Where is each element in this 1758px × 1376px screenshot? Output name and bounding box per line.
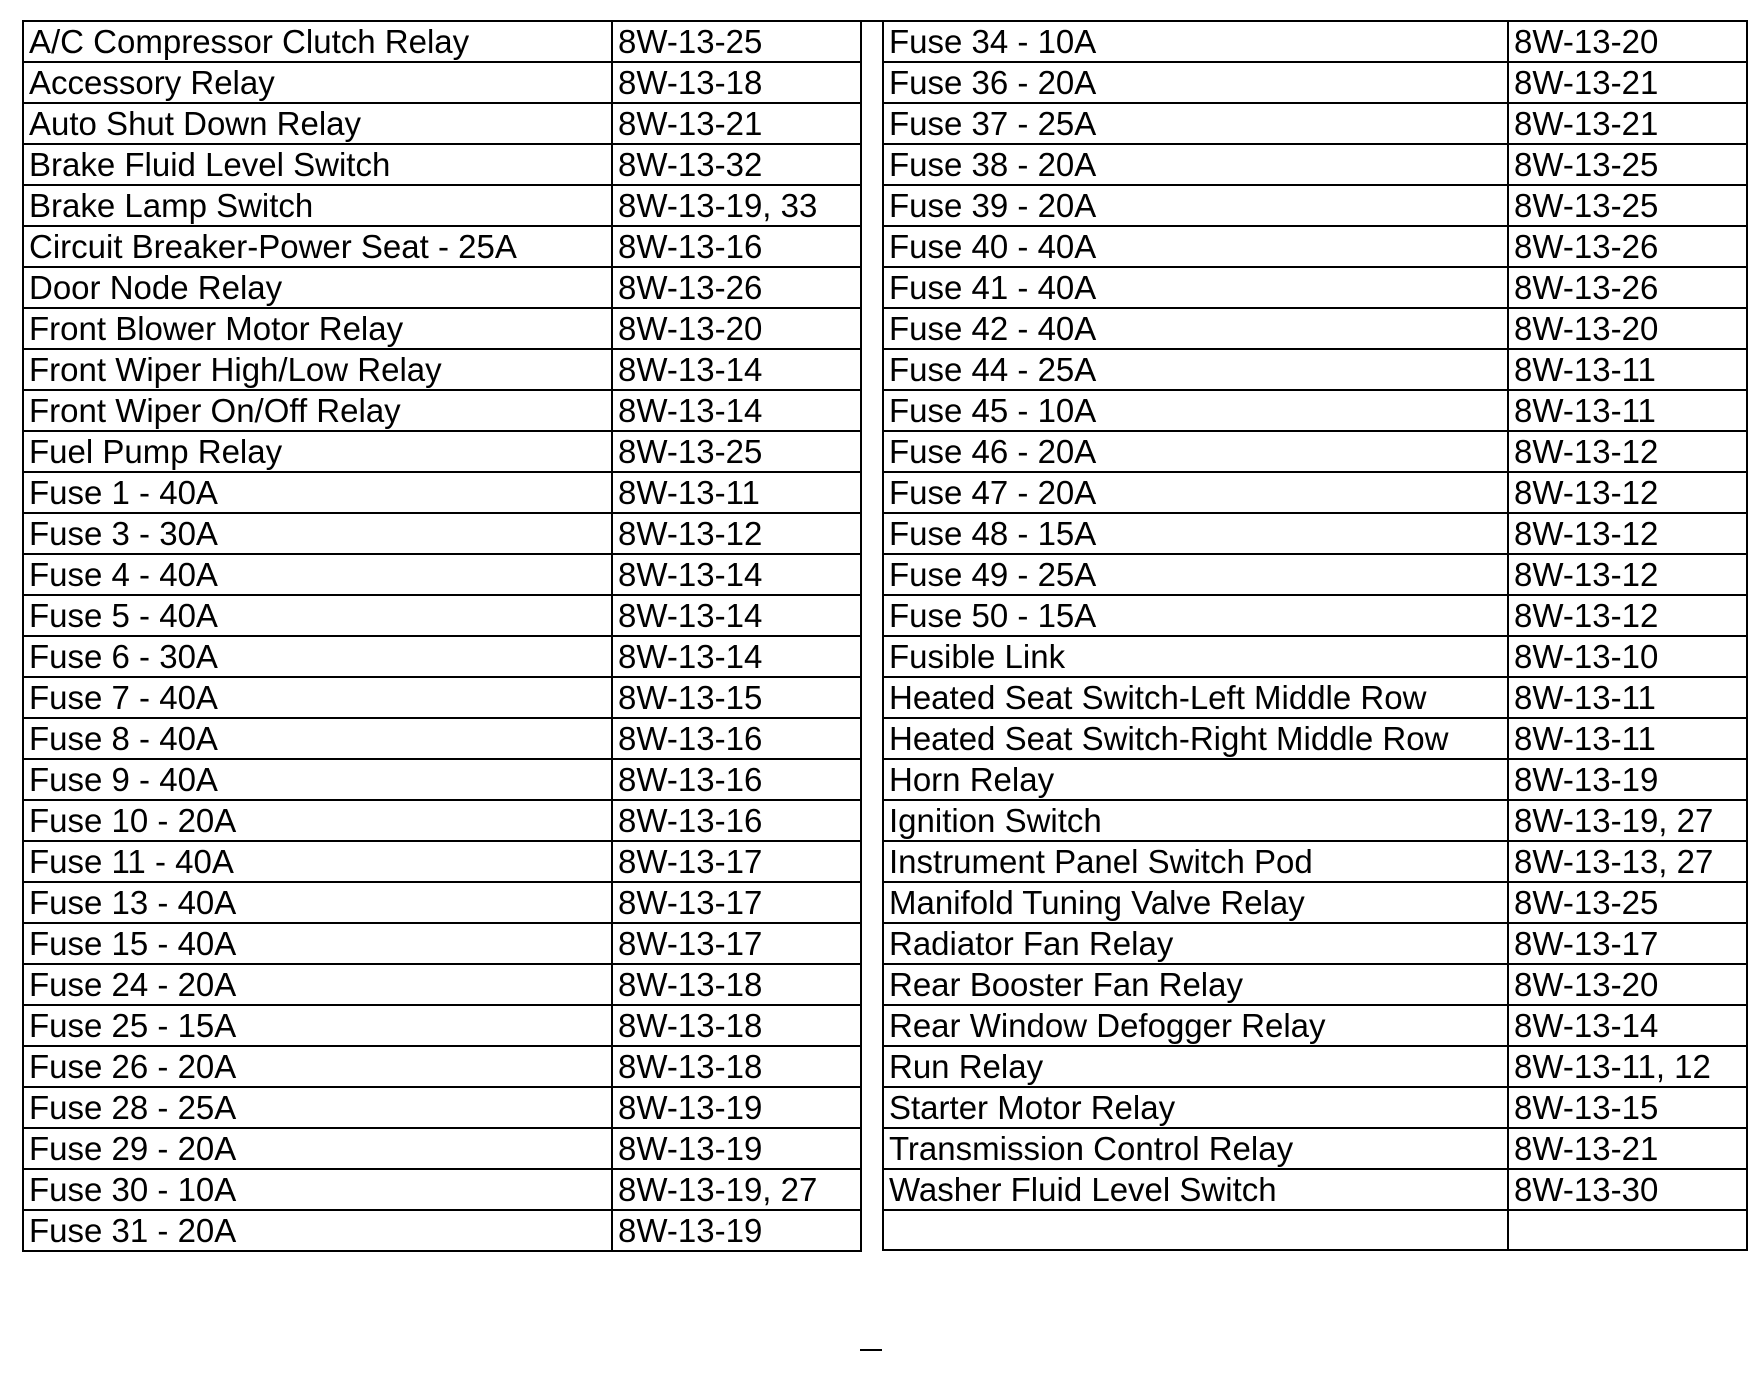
diagram-reference-cell: 8W-13-13, 27 <box>1508 841 1747 882</box>
diagram-reference-cell: 8W-13-19, 33 <box>612 185 861 226</box>
table-row <box>883 923 1747 964</box>
component-name-cell: Fuse 46 - 20A <box>883 431 1508 472</box>
component-name-cell: Fuse 8 - 40A <box>23 718 612 759</box>
diagram-reference-cell: 8W-13-12 <box>1508 554 1747 595</box>
component-name-cell: Fuse 40 - 40A <box>883 226 1508 267</box>
component-name-cell: Fuse 42 - 40A <box>883 308 1508 349</box>
table-row <box>883 759 1747 800</box>
diagram-reference-cell: 8W-13-14 <box>612 554 861 595</box>
component-name-cell: Fuse 37 - 25A <box>883 103 1508 144</box>
table-row <box>23 513 861 554</box>
diagram-reference-cell: 8W-13-14 <box>612 390 861 431</box>
table-row <box>23 185 861 226</box>
component-name-cell: Front Wiper High/Low Relay <box>23 349 612 390</box>
diagram-reference-cell: 8W-13-21 <box>1508 1128 1747 1169</box>
diagram-reference-cell: 8W-13-17 <box>612 841 861 882</box>
component-name-cell: Fuse 10 - 20A <box>23 800 612 841</box>
diagram-reference-cell: 8W-13-21 <box>612 103 861 144</box>
diagram-reference-cell: 8W-13-17 <box>612 923 861 964</box>
diagram-reference-cell: 8W-13-18 <box>612 62 861 103</box>
diagram-reference-cell: 8W-13-10 <box>1508 636 1747 677</box>
table-row <box>883 677 1747 718</box>
table-row <box>883 841 1747 882</box>
diagram-reference-cell: 8W-13-17 <box>1508 923 1747 964</box>
component-name-cell: Fuse 47 - 20A <box>883 472 1508 513</box>
component-name-cell: Manifold Tuning Valve Relay <box>883 882 1508 923</box>
table-row <box>883 554 1747 595</box>
table-row <box>883 472 1747 513</box>
diagram-reference-cell: 8W-13-19 <box>612 1128 861 1169</box>
component-name-cell <box>883 1210 1508 1250</box>
component-name-cell: Fuse 4 - 40A <box>23 554 612 595</box>
component-name-cell: Fuse 5 - 40A <box>23 595 612 636</box>
component-name-cell: Fuse 49 - 25A <box>883 554 1508 595</box>
table-row <box>883 1210 1747 1250</box>
component-name-cell: Radiator Fan Relay <box>883 923 1508 964</box>
table-row <box>23 226 861 267</box>
table-row <box>883 390 1747 431</box>
diagram-reference-cell: 8W-13-14 <box>612 595 861 636</box>
table-row <box>23 62 861 103</box>
table-row <box>23 677 861 718</box>
table-row <box>23 595 861 636</box>
diagram-reference-cell: 8W-13-16 <box>612 718 861 759</box>
right-table-body <box>883 21 1747 1250</box>
table-row <box>23 472 861 513</box>
table-row <box>23 800 861 841</box>
component-name-cell: Fuse 25 - 15A <box>23 1005 612 1046</box>
diagram-reference-cell: 8W-13-12 <box>1508 472 1747 513</box>
table-row <box>883 595 1747 636</box>
component-index-table-left <box>22 20 862 1252</box>
diagram-reference-cell: 8W-13-14 <box>612 349 861 390</box>
component-name-cell: Fuse 24 - 20A <box>23 964 612 1005</box>
table-row <box>883 226 1747 267</box>
component-name-cell: Fuse 11 - 40A <box>23 841 612 882</box>
component-name-cell: Fuse 34 - 10A <box>883 21 1508 62</box>
table-row <box>883 1046 1747 1087</box>
component-name-cell: Fuse 9 - 40A <box>23 759 612 800</box>
component-name-cell: Heated Seat Switch-Left Middle Row <box>883 677 1508 718</box>
table-row <box>23 144 861 185</box>
diagram-reference-cell: 8W-13-20 <box>1508 964 1747 1005</box>
table-row <box>883 349 1747 390</box>
diagram-reference-cell: 8W-13-25 <box>1508 882 1747 923</box>
table-row <box>883 103 1747 144</box>
diagram-reference-cell: 8W-13-15 <box>1508 1087 1747 1128</box>
table-row <box>883 513 1747 554</box>
component-name-cell: Fusible Link <box>883 636 1508 677</box>
diagram-reference-cell: 8W-13-19, 27 <box>1508 800 1747 841</box>
table-row <box>23 349 861 390</box>
table-row <box>883 1128 1747 1169</box>
diagram-reference-cell: 8W-13-11 <box>1508 390 1747 431</box>
diagram-reference-cell: 8W-13-12 <box>1508 513 1747 554</box>
component-name-cell: Fuse 48 - 15A <box>883 513 1508 554</box>
diagram-reference-cell: 8W-13-32 <box>612 144 861 185</box>
component-name-cell: Brake Lamp Switch <box>23 185 612 226</box>
component-name-cell: Auto Shut Down Relay <box>23 103 612 144</box>
component-name-cell: Fuse 6 - 30A <box>23 636 612 677</box>
table-row <box>883 62 1747 103</box>
component-name-cell: Door Node Relay <box>23 267 612 308</box>
table-row <box>23 882 861 923</box>
diagram-reference-cell: 8W-13-25 <box>612 431 861 472</box>
component-name-cell: Fuse 38 - 20A <box>883 144 1508 185</box>
table-row <box>23 1005 861 1046</box>
component-name-cell: Horn Relay <box>883 759 1508 800</box>
table-row <box>883 964 1747 1005</box>
component-name-cell: Fuse 41 - 40A <box>883 267 1508 308</box>
table-row <box>883 1087 1747 1128</box>
diagram-reference-cell: 8W-13-11 <box>612 472 861 513</box>
diagram-reference-cell: 8W-13-26 <box>612 267 861 308</box>
component-name-cell: Rear Booster Fan Relay <box>883 964 1508 1005</box>
component-name-cell: Run Relay <box>883 1046 1508 1087</box>
diagram-reference-cell: 8W-13-12 <box>612 513 861 554</box>
component-name-cell: Accessory Relay <box>23 62 612 103</box>
table-row <box>883 1169 1747 1210</box>
table-row <box>23 1046 861 1087</box>
diagram-reference-cell: 8W-13-19 <box>612 1087 861 1128</box>
table-row <box>23 431 861 472</box>
component-name-cell: Washer Fluid Level Switch <box>883 1169 1508 1210</box>
component-name-cell: Instrument Panel Switch Pod <box>883 841 1508 882</box>
diagram-reference-cell: 8W-13-19 <box>1508 759 1747 800</box>
component-name-cell: Front Blower Motor Relay <box>23 308 612 349</box>
diagram-reference-cell: 8W-13-12 <box>1508 595 1747 636</box>
component-name-cell: Fuse 26 - 20A <box>23 1046 612 1087</box>
component-name-cell: Fuse 45 - 10A <box>883 390 1508 431</box>
table-row <box>23 1169 861 1210</box>
component-name-cell: Fuse 36 - 20A <box>883 62 1508 103</box>
component-name-cell: A/C Compressor Clutch Relay <box>23 21 612 62</box>
component-name-cell: Brake Fluid Level Switch <box>23 144 612 185</box>
component-name-cell: Fuse 29 - 20A <box>23 1128 612 1169</box>
diagram-reference-cell: 8W-13-26 <box>1508 267 1747 308</box>
table-row <box>23 21 861 62</box>
component-name-cell: Fuse 50 - 15A <box>883 595 1508 636</box>
table-row <box>883 267 1747 308</box>
table-row <box>23 1087 861 1128</box>
table-row <box>23 267 861 308</box>
diagram-reference-cell: 8W-13-30 <box>1508 1169 1747 1210</box>
diagram-reference-cell: 8W-13-15 <box>612 677 861 718</box>
table-row <box>23 308 861 349</box>
component-name-cell: Fuse 3 - 30A <box>23 513 612 554</box>
diagram-reference-cell: 8W-13-11 <box>1508 718 1747 759</box>
table-row <box>883 185 1747 226</box>
table-row <box>23 390 861 431</box>
table-row <box>883 308 1747 349</box>
diagram-reference-cell: 8W-13-18 <box>612 1005 861 1046</box>
diagram-reference-cell: 8W-13-16 <box>612 800 861 841</box>
table-row <box>883 21 1747 62</box>
table-row <box>23 964 861 1005</box>
diagram-reference-cell: 8W-13-25 <box>612 21 861 62</box>
component-name-cell: Fuse 39 - 20A <box>883 185 1508 226</box>
table-row <box>23 1210 861 1251</box>
diagram-reference-cell: 8W-13-16 <box>612 759 861 800</box>
table-row <box>883 718 1747 759</box>
component-name-cell: Circuit Breaker-Power Seat - 25A <box>23 226 612 267</box>
diagram-reference-cell: 8W-13-20 <box>1508 21 1747 62</box>
table-row <box>23 759 861 800</box>
diagram-reference-cell: 8W-13-18 <box>612 1046 861 1087</box>
component-name-cell: Ignition Switch <box>883 800 1508 841</box>
diagram-reference-cell: 8W-13-25 <box>1508 185 1747 226</box>
table-row <box>23 554 861 595</box>
diagram-reference-cell: 8W-13-11, 12 <box>1508 1046 1747 1087</box>
diagram-reference-cell: 8W-13-12 <box>1508 431 1747 472</box>
component-name-cell: Heated Seat Switch-Right Middle Row <box>883 718 1508 759</box>
component-name-cell: Rear Window Defogger Relay <box>883 1005 1508 1046</box>
component-name-cell: Starter Motor Relay <box>883 1087 1508 1128</box>
diagram-reference-cell: 8W-13-20 <box>1508 308 1747 349</box>
diagram-reference-cell: 8W-13-19 <box>612 1210 861 1251</box>
diagram-reference-cell: 8W-13-21 <box>1508 62 1747 103</box>
diagram-reference-cell: 8W-13-19, 27 <box>612 1169 861 1210</box>
component-name-cell: Fuel Pump Relay <box>23 431 612 472</box>
table-row <box>23 841 861 882</box>
diagram-reference-cell: 8W-13-11 <box>1508 349 1747 390</box>
component-name-cell: Front Wiper On/Off Relay <box>23 390 612 431</box>
component-name-cell: Fuse 30 - 10A <box>23 1169 612 1210</box>
table-row <box>883 882 1747 923</box>
table-row <box>883 800 1747 841</box>
diagram-reference-cell: 8W-13-20 <box>612 308 861 349</box>
diagram-reference-cell: 8W-13-25 <box>1508 144 1747 185</box>
component-name-cell: Fuse 7 - 40A <box>23 677 612 718</box>
table-row <box>23 1128 861 1169</box>
diagram-reference-cell: 8W-13-21 <box>1508 103 1747 144</box>
diagram-reference-cell <box>1508 1210 1747 1250</box>
component-index-table-right <box>882 20 1748 1251</box>
table-row <box>883 636 1747 677</box>
diagram-reference-cell: 8W-13-11 <box>1508 677 1747 718</box>
diagram-reference-cell: 8W-13-17 <box>612 882 861 923</box>
diagram-reference-cell: 8W-13-16 <box>612 226 861 267</box>
component-name-cell: Fuse 15 - 40A <box>23 923 612 964</box>
component-name-cell: Fuse 13 - 40A <box>23 882 612 923</box>
column-divider <box>860 20 882 1351</box>
component-name-cell: Fuse 44 - 25A <box>883 349 1508 390</box>
table-row <box>883 144 1747 185</box>
table-row <box>23 923 861 964</box>
component-name-cell: Fuse 1 - 40A <box>23 472 612 513</box>
table-row <box>883 1005 1747 1046</box>
component-name-cell: Transmission Control Relay <box>883 1128 1508 1169</box>
diagram-reference-cell: 8W-13-18 <box>612 964 861 1005</box>
diagram-reference-cell: 8W-13-14 <box>1508 1005 1747 1046</box>
diagram-reference-cell: 8W-13-26 <box>1508 226 1747 267</box>
diagram-reference-cell: 8W-13-14 <box>612 636 861 677</box>
table-row <box>23 718 861 759</box>
table-row <box>23 636 861 677</box>
component-name-cell: Fuse 31 - 20A <box>23 1210 612 1251</box>
component-name-cell: Fuse 28 - 25A <box>23 1087 612 1128</box>
left-table-body <box>23 21 861 1251</box>
table-row <box>23 103 861 144</box>
table-row <box>883 431 1747 472</box>
